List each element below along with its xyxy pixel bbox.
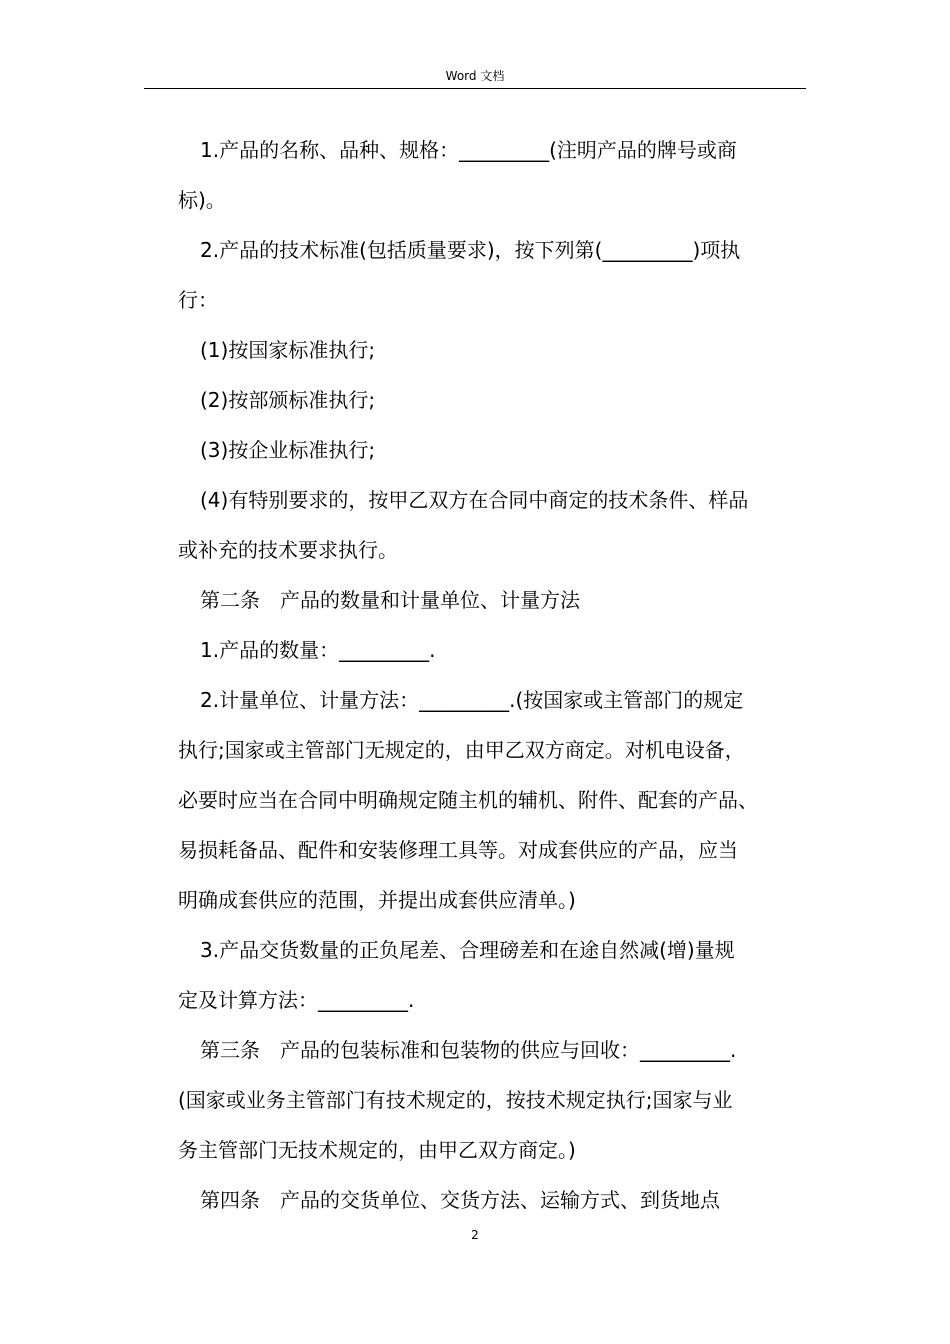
document-body (178, 125, 808, 1225)
paragraph-line: (2)按部颁标准执行; (200, 388, 376, 412)
article-heading: 第三条 产品的包装标准和包装物的供应与回收：_________. (200, 1038, 737, 1062)
paragraph-line: 或补充的技术要求执行。 (178, 538, 398, 562)
paragraph-line: (3)按企业标准执行; (200, 438, 376, 462)
paragraph-line: 定及计算方法：_________. (178, 988, 415, 1012)
paragraph-line: 明确成套供应的范围，并提出成套供应清单。) (178, 888, 576, 912)
paragraph-line: 2.产品的技术标准(包括质量要求)，按下列第(_________)项执 (200, 238, 741, 262)
paragraph-line: 行： (178, 288, 218, 312)
header-title: Word 文档 (445, 69, 505, 83)
paragraph-line: 1.产品的名称、品种、规格：_________(注明产品的牌号或商 (200, 138, 737, 162)
paragraph-line: 3.产品交货数量的正负尾差、合理磅差和在途自然减(增)量规 (200, 938, 735, 962)
paragraph-line: (国家或业务主管部门有技术规定的，按技术规定执行;国家与业 (178, 1088, 733, 1112)
paragraph-line: 执行;国家或主管部门无规定的，由甲乙双方商定。对机电设备， (178, 738, 745, 762)
paragraph-line: 标)。 (178, 188, 226, 212)
paragraph-line: (1)按国家标准执行; (200, 338, 376, 362)
article-heading: 第二条 产品的数量和计量单位、计量方法 (200, 588, 580, 612)
paragraph-line: 必要时应当在合同中明确规定随主机的辅机、附件、配套的产品、 (178, 788, 758, 812)
paragraph-line: 务主管部门无技术规定的，由甲乙双方商定。) (178, 1138, 576, 1162)
paragraph-line: 2.计量单位、计量方法：_________.(按国家或主管部门的规定 (200, 688, 744, 712)
page-header (144, 64, 806, 89)
page-number: 2 (471, 1228, 479, 1242)
paragraph-line: 易损耗备品、配件和安装修理工具等。对成套供应的产品，应当 (178, 838, 738, 862)
paragraph-line: 1.产品的数量：_________. (200, 638, 436, 662)
paragraph-line: (4)有特别要求的，按甲乙双方在合同中商定的技术条件、样品 (200, 488, 749, 512)
article-heading: 第四条 产品的交货单位、交货方法、运输方式、到货地点 (200, 1188, 720, 1212)
